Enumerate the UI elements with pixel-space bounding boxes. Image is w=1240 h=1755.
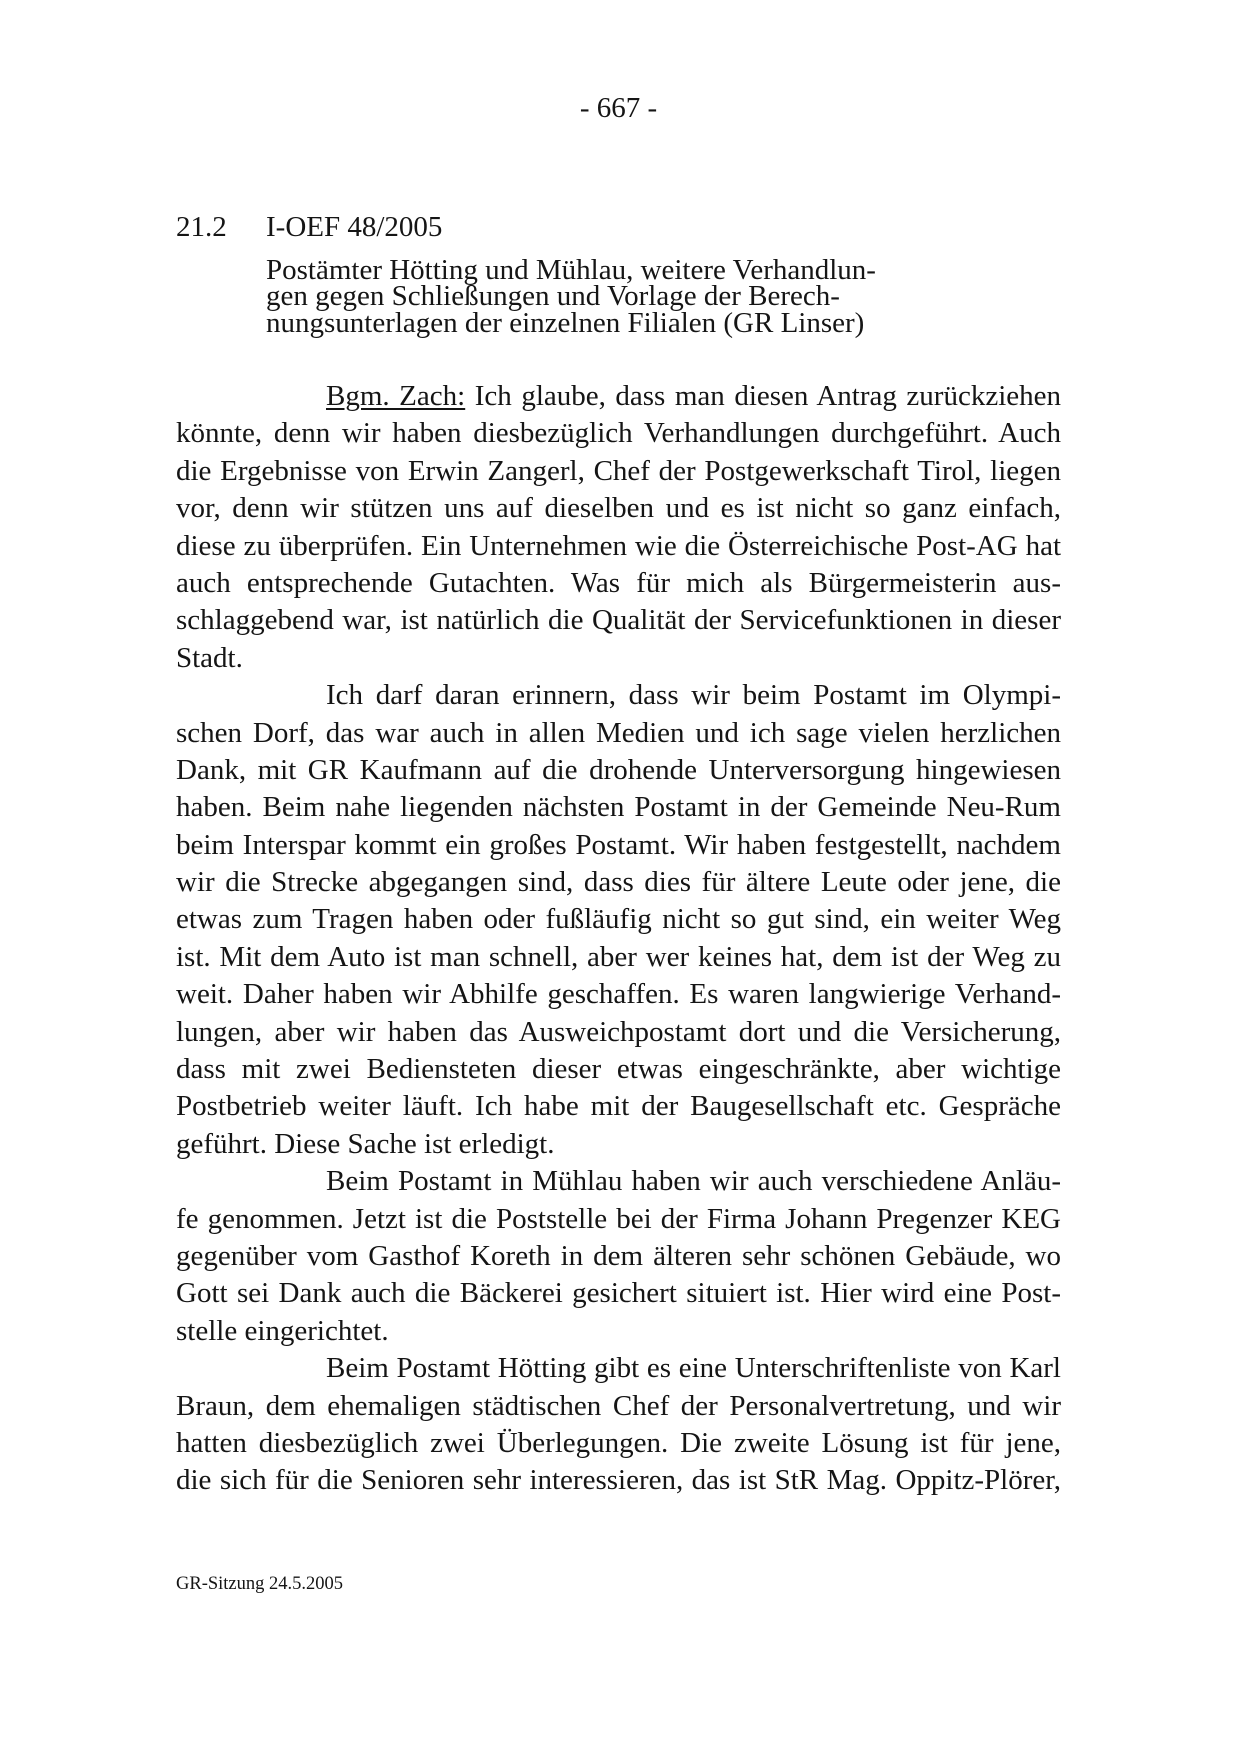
body-line: diese zu überprüfen. Ein Unternehmen wie die Österreichische Post-AG hat [176, 529, 1061, 562]
speaker-label: Bgm. Zach: [326, 380, 466, 412]
body-line: haben. Beim nahe liegenden nächsten Postamt in der Gemeinde Neu-Rum [176, 791, 1061, 824]
body-line: auch entsprechende Gutachten. Was für mich als Bürgermeisterin aus- [176, 566, 1061, 599]
agenda-item-title [266, 254, 876, 339]
body-text [176, 378, 1061, 1500]
body-line: vor, denn wir stützen uns auf dieselben und es ist nicht so ganz einfach, [176, 492, 1061, 525]
body-line: hatten diesbezüglich zwei Überlegungen. Die zweite Lösung ist für jene, [176, 1426, 1061, 1459]
body-line: Dank, mit GR Kaufmann auf die drohende Unterversorgung hingewiesen [176, 753, 1061, 786]
body-line: gegenüber vom Gasthof Koreth in dem älteren sehr schönen Gebäude, wo [176, 1239, 1061, 1272]
body-line: weit. Daher haben wir Abhilfe geschaffen. Es waren langwierige Verhand- [176, 978, 1061, 1011]
body-line: etwas zum Tragen haben oder fußläufig nicht so gut sind, ein weiter Weg [176, 903, 1061, 936]
title-line: gen gegen Schließungen und Vorlage der Berech- [266, 280, 840, 313]
footer-session-date: GR-Sitzung 24.5.2005 [176, 1574, 344, 1594]
paragraph [176, 1350, 1061, 1500]
body-line: die Ergebnisse von Erwin Zangerl, Chef der Postgewerkschaft Tirol, liegen [176, 454, 1061, 487]
body-line: schlaggebend war, ist natürlich die Qualität der Servicefunktionen in dieser [176, 604, 1061, 637]
title-line: nungsunterlagen der einzelnen Filialen (GR Linser) [266, 306, 865, 339]
body-line: Braun, dem ehemaligen städtischen Chef der Personalvertretung, und wir [176, 1389, 1061, 1422]
agenda-item-reference: I-OEF 48/2005 [266, 211, 443, 243]
body-line: die sich für die Senioren sehr interessieren, das ist StR Mag. Oppitz-Plörer, [176, 1464, 1061, 1497]
paragraph [176, 378, 1061, 677]
body-line: Postbetrieb weiter läuft. Ich habe mit der Baugesellschaft etc. Gespräche [176, 1090, 1061, 1123]
body-line: stelle eingerichtet. [176, 1314, 389, 1347]
body-line: Gott sei Dank auch die Bäckerei gesichert situiert ist. Hier wird eine Post- [176, 1277, 1061, 1310]
body-line: Beim Postamt in Mühlau haben wir auch verschiedene Anläu- [326, 1165, 1061, 1198]
body-line: beim Interspar kommt ein großes Postamt. Wir haben festgestellt, nachdem [176, 828, 1061, 861]
paragraph [176, 1163, 1061, 1350]
body-line: fe genommen. Jetzt ist die Poststelle bei der Firma Johann Pregenzer KEG [176, 1202, 1061, 1235]
body-line: Ich darf daran erinnern, dass wir beim Postamt im Olympi- [326, 679, 1061, 712]
agenda-item-number: 21.2 [176, 211, 227, 243]
body-line: lungen, aber wir haben das Ausweichpostamt dort und die Versicherung, [176, 1015, 1061, 1048]
body-line: Stadt. [176, 641, 243, 674]
body-line: ist. Mit dem Auto ist man schnell, aber wer keines hat, dem ist der Weg zu [176, 940, 1061, 973]
body-line: geführt. Diese Sache ist erledigt. [176, 1127, 555, 1160]
paragraph [176, 677, 1061, 1163]
body-line [176, 378, 1061, 415]
body-line: schen Dorf, das war auch in allen Medien und ich sage vielen herzlichen [176, 716, 1061, 749]
body-line: könnte, denn wir haben diesbezüglich Verhandlungen durchgeführt. Auch [176, 417, 1061, 450]
title-line: Postämter Hötting und Mühlau, weitere Verhandlun- [266, 254, 876, 286]
page-number: - 667 - [579, 92, 658, 124]
body-line: wir die Strecke abgegangen sind, dass dies für ältere Leute oder jene, die [176, 866, 1061, 899]
body-line: dass mit zwei Bediensteten dieser etwas eingeschränkte, aber wichtige [176, 1053, 1061, 1086]
body-line-text: Ich glaube, dass man diesen Antrag zurückziehen [474, 380, 1061, 412]
body-line: Beim Postamt Hötting gibt es eine Unterschriftenliste von Karl [326, 1352, 1061, 1385]
